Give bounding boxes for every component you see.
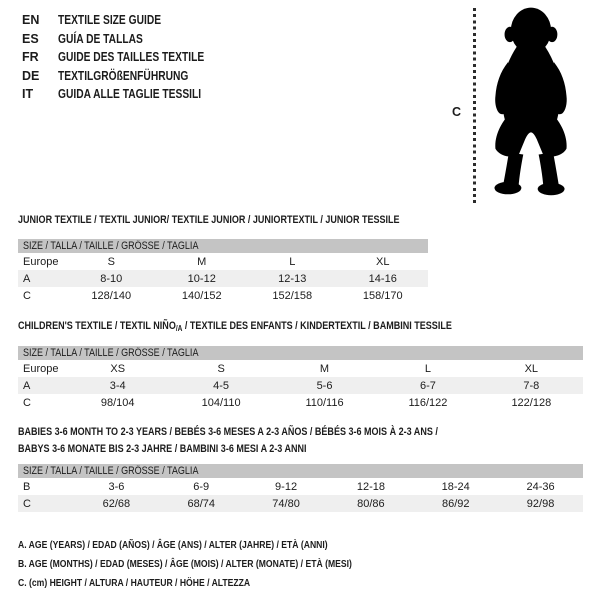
table-title: JUNIOR TEXTILE / TEXTIL JUNIOR/ TEXTILE JUNIOR / JUNIORTEXTIL / JUNIOR TESSILE [18, 214, 400, 226]
language-code: ES [22, 31, 39, 46]
language-row-en [22, 11, 236, 30]
table-row-height: C 128/140 140/152 152/158 158/170 [23, 289, 403, 302]
language-row-fr [22, 48, 236, 67]
table-row-height: C 98/104 104/110 110/116 116/122 122/128 [23, 396, 552, 409]
language-code: IT [22, 87, 34, 102]
language-row-de [22, 67, 236, 86]
footnote-height-cm: C. (cm) HEIGHT / ALTURA / HAUTEUR / HÖHE / ALTEZZA [18, 577, 251, 589]
language-code: DE [22, 68, 40, 83]
size-header-bar: SIZE / TALLA / TAILLE / GRÖSSE / TAGLIA [18, 239, 428, 253]
language-code: FR [22, 50, 39, 65]
language-label: TEXTILE SIZE GUIDE [58, 13, 162, 28]
language-title-list [22, 11, 236, 104]
height-measure-label: C [452, 105, 462, 119]
table-row-height: C 62/68 68/74 74/80 80/86 86/92 92/98 [18, 495, 583, 512]
table-row-age: A 3-4 4-5 5-6 6-7 7-8 [18, 377, 583, 394]
size-header-bar: SIZE / TALLA / TAILLE / GRÖSSE / TAGLIA [18, 346, 583, 360]
legend-footnotes [18, 536, 425, 593]
table-row-age: A 8-10 10-12 12-13 14-16 [18, 270, 428, 287]
table-title: CHILDREN'S TEXTILE / TEXTIL $NIÑO_{/A}$ / TEXTILE DES ENFANTS / KINDERTEXTIL / BAMBINI TESSILE [18, 320, 452, 333]
language-label: GUIDE DES TAILLES TEXTILE [58, 50, 205, 65]
language-label: TEXTILGRÖßENFÜHRUNG [58, 68, 189, 83]
footnote-age-months: B. AGE (MONTHS) / EDAD (MESES) / ÂGE (MOIS) / ALTER (MONATE) / ETÀ (MESI) [18, 558, 352, 570]
table-title: BABIES 3-6 MONTH TO 2-3 YEARS / BEBÉS 3-6 MESES A 2-3 AÑOS / BÉBÉS 3-6 MOIS À 2-3 ANS / BABYS 3-6 MONATE BIS 2-3 JAHRE / BAMBINI 3-6 MESI A 2-3 ANNI [18, 426, 438, 455]
language-label: GUIDA ALLE TAGLIE TESSILI [58, 87, 202, 102]
height-measure-dashed-line [473, 8, 476, 206]
language-row-it [22, 85, 236, 104]
language-label: GUÍA DE TALLAS [58, 31, 143, 46]
footnote-age-years: A. AGE (YEARS) / EDAD (AÑOS) / ÂGE (ANS) / ALTER (JAHRE) / ETÀ (ANNI) [18, 539, 328, 551]
table-row-europe: Europe XS S M L XL [23, 362, 539, 375]
junior-size-table [18, 212, 428, 304]
toddler-silhouette-icon [482, 4, 578, 207]
language-row-es [22, 30, 236, 49]
table-row-europe: Europe S M L XL [23, 255, 390, 268]
babies-size-table [18, 424, 583, 512]
table-row-age-months: B 3-6 6-9 9-12 12-18 18-24 24-36 [23, 480, 555, 493]
language-code: EN [22, 13, 40, 28]
children-size-table [18, 318, 583, 411]
size-header-bar: SIZE / TALLA / TAILLE / GRÖSSE / TAGLIA [18, 464, 583, 478]
